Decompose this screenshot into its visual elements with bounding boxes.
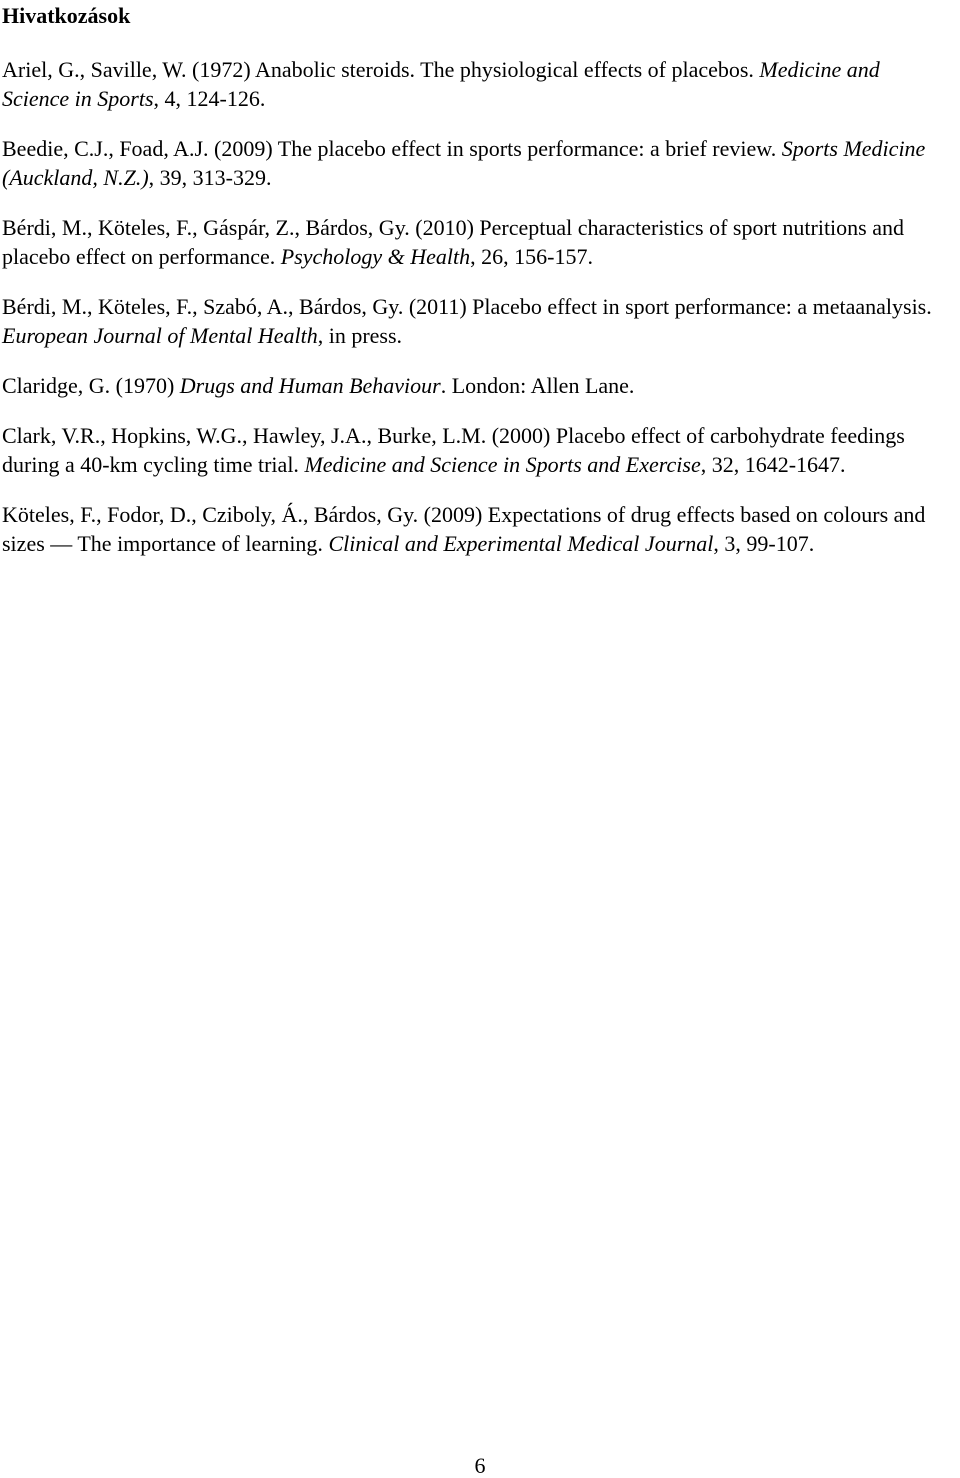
- reference-journal: Psychology & Health: [280, 244, 471, 269]
- reference-journal: Medicine and Science in Sports and Exercise: [304, 452, 701, 477]
- reference-journal: Sports Medicine (Auckland, N.Z.): [2, 136, 926, 190]
- reference-item: [2, 134, 946, 192]
- reference-journal: European Journal of Mental Health: [2, 323, 318, 348]
- reference-text: Bérdi, M., Köteles, F., Gáspár, Z., Bárdos, Gy. (2010) Perceptual characteristics of sport nutritions and placebo effect on performance.: [2, 215, 904, 269]
- reference-text: Claridge, G. (1970): [2, 373, 180, 398]
- reference-text: Ariel, G., Saville, W. (1972) Anabolic steroids. The physiological effects of placebos.: [2, 57, 760, 82]
- reference-item: [2, 421, 946, 479]
- reference-item: [2, 213, 946, 271]
- reference-details: , 3, 99-107.: [713, 531, 815, 556]
- reference-journal: Medicine and Science in Sports: [2, 57, 880, 111]
- reference-text: Clark, V.R., Hopkins, W.G., Hawley, J.A., Burke, L.M. (2000) Placebo effect of carbohydrate feedings during a 40-km cycling time trial.: [2, 423, 905, 477]
- reference-details: . London: Allen Lane.: [440, 373, 635, 398]
- reference-details: , 39, 313-329.: [148, 165, 272, 190]
- reference-details: , 4, 124-126.: [153, 86, 266, 111]
- reference-journal: Drugs and Human Behaviour: [179, 373, 441, 398]
- reference-details: , 26, 156-157.: [470, 244, 593, 269]
- reference-details: , in press.: [317, 323, 403, 348]
- reference-text: Köteles, F., Fodor, D., Cziboly, Á., Bárdos, Gy. (2009) Expectations of drug effects based on colours and sizes — The importance of learning.: [2, 502, 926, 556]
- reference-item: [2, 500, 946, 558]
- reference-details: , 32, 1642-1647.: [700, 452, 846, 477]
- reference-text: Bérdi, M., Köteles, F., Szabó, A., Bárdos, Gy. (2011) Placebo effect in sport performance: a metaanalysis.: [2, 294, 932, 319]
- page-heading: Hivatkozások: [2, 3, 131, 28]
- reference-list: [2, 55, 946, 579]
- reference-journal: Clinical and Experimental Medical Journal: [328, 531, 714, 556]
- reference-item: [2, 371, 946, 400]
- page-number: 6: [474, 1453, 486, 1478]
- reference-text: Beedie, C.J., Foad, A.J. (2009) The placebo effect in sports performance: a brief review.: [2, 136, 782, 161]
- reference-item: [2, 292, 946, 350]
- reference-item: [2, 55, 946, 113]
